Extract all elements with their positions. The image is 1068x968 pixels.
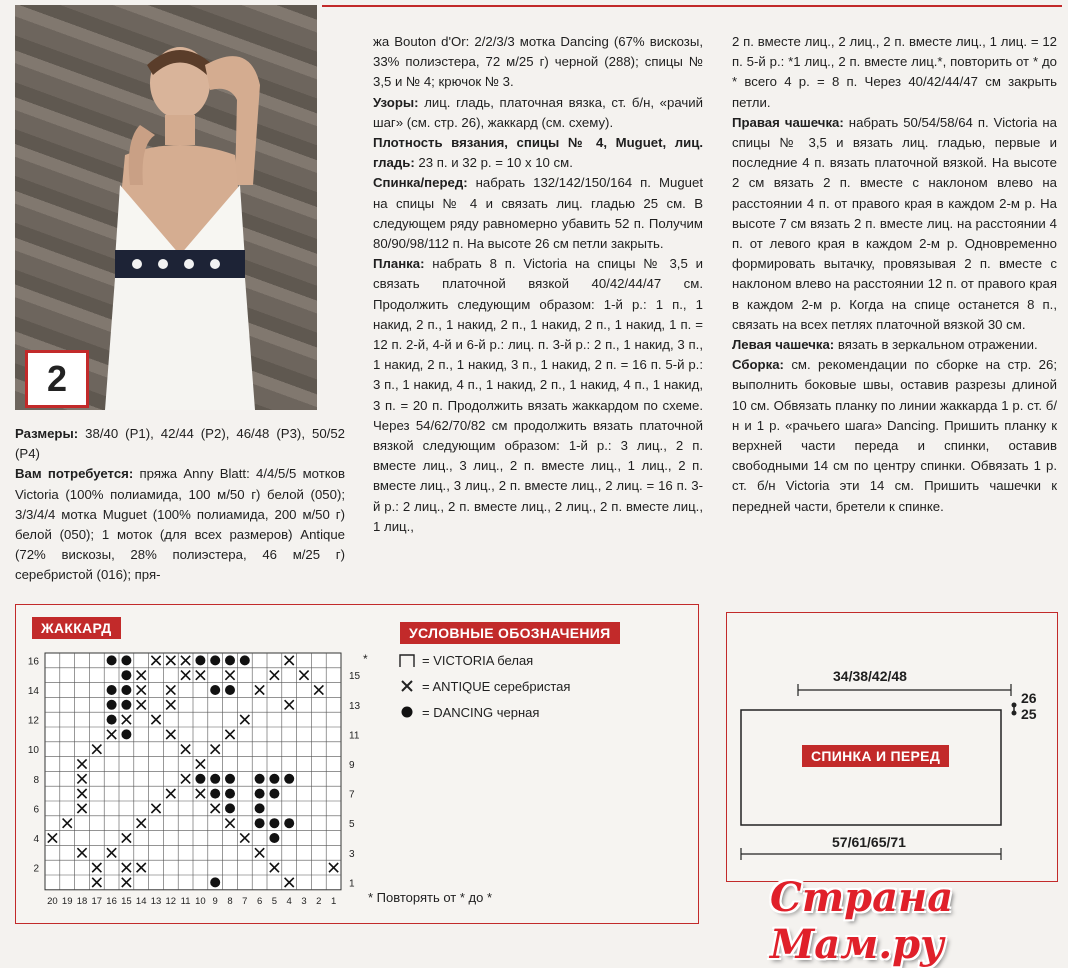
legend-title: УСЛОВНЫЕ ОБОЗНАЧЕНИЯ [400,622,620,644]
height-dimension-top: 26 [1021,690,1037,706]
grid-dot-mark [225,685,235,695]
grid-dot-mark [255,774,265,784]
patterns-label: Узоры: [373,94,419,110]
row-number-left: 14 [27,686,39,697]
text-column-middle [373,32,703,537]
strip-label: Планка: [373,256,425,272]
dot-icon [398,704,416,720]
column-number: 14 [135,895,147,907]
grid-dot-mark [121,685,131,695]
grid-dot-mark [121,729,131,739]
column-number: 13 [150,895,162,907]
grid-dot-mark [121,655,131,665]
row-number-right: 5 [349,819,355,831]
grid-dot-mark [107,700,117,710]
grid-dot-mark [107,715,117,725]
patterns-text: лиц. гладь, платочная вязка, ст. б/н, «рачий шаг» (см. стр. 26), жаккард (см. схему). [373,94,703,130]
back-front-label: СПИНКА И ПЕРЕД [802,745,949,767]
column-number: 17 [91,895,103,907]
grid-dot-mark [210,655,220,665]
bottom-width-dimension: 57/61/65/71 [832,834,906,850]
row-number-right: 3 [349,848,355,860]
grid-dot-mark [210,877,220,887]
column-number: 6 [256,895,263,907]
grid-dot-mark [225,803,235,813]
column-number: 11 [180,895,191,907]
grid-dot-mark [269,789,279,799]
row-number-left: 10 [27,745,39,757]
back-front-label: Спинка/перед: [373,175,468,191]
grid-dot-mark [269,833,279,843]
grid-dot-mark [121,700,131,710]
column-number: 1 [330,895,337,907]
materials-continued: жа Bouton d'Or: 2/2/3/3 мотка Dancing (67% вискозы, 33% полиэстера, 72 м/25 г) черной (288); спицы № 3,5 и № 4; крючок № 3. [373,34,703,90]
top-width-dimension: 34/38/42/48 [833,668,907,684]
grid-dot-mark [284,774,294,784]
column-number: 20 [47,895,58,907]
column-number: 4 [286,895,292,907]
grid-dot-mark [107,655,117,665]
grid-dot-mark [225,774,235,784]
photo-number-badge: 2 [25,350,89,408]
legend-label-victoria: = VICTORIA белая [422,652,534,668]
row-number-left: 16 [27,656,39,668]
column-number: 10 [195,895,206,907]
text-column-left [15,424,345,586]
legend-item-victoria [398,652,533,668]
grid-dot-mark [121,670,131,680]
grid-dot-mark [284,818,294,828]
legend-item-dancing [398,704,539,720]
column-number: 18 [76,895,88,907]
column-number: 8 [227,895,233,907]
density-text: 23 п. и 32 р. = 10 х 10 см. [414,155,573,171]
back-front-text: набрать 132/142/150/164 п. Muguet на спицы № 4 и связать лиц. гладью 25 см. В следующем ряду равномерно убавить 52 п. Получим 80/90/98/112 п. На высоте 26 см петли закрыть. [373,175,703,252]
model-figure [85,45,275,410]
sizes-text: 38/40 (Р1), 42/44 (Р2), 46/48 (Р3), 50/52 (Р4) [15,426,345,462]
empty-cell-icon [398,652,416,668]
column-number: 16 [106,895,117,907]
row-number-right: 15 [349,671,361,683]
grid-dot-mark [255,789,265,799]
grid-dot-mark [210,789,220,799]
grid-dot-mark [210,774,220,784]
cross-icon [398,678,416,694]
text-column-right [732,32,1057,517]
repeat-note: * Повторять от * до * [368,890,493,905]
sizes-label: Размеры: [15,426,79,441]
grid-dot-mark [107,685,117,695]
materials-text: пряжа Anny Blatt: 4/4/5/5 мотков Victoria (100% полиамида, 100 м/50 г) белой (050); 3/3/4/4 мотка Muguet (100% полиамида, 200 м/50 г) белой (050); 1 моток (для всех размеров) Antique (72% вискозы, 28% полиэстера, 46 м/25 г) серебристой (016); пря- [15,466,345,583]
assembly-text: см. рекомендации по сборке на стр. 26; выполнить боковые швы, оставив разрезы длиной 10 см. Обвязать планку по линии жаккарда 1 р. ст. б/н и 1 р. «рачьего шага» Dancing. Пришить планку к верхней части переда и спинки, оставив свободными 14 см по центру спинки. Обвязать 1 р. ст. б/н Victoria эти 14 см. Пришить чашечки к передней части, бретели к спинке. [732,357,1057,514]
row-number-right: 11 [349,730,360,742]
column-number: 9 [212,895,218,907]
density-label: Плотность вязания, спицы № 4, Muguet, лиц. гладь: [373,135,703,171]
column-number: 5 [271,895,278,907]
column-number: 2 [316,895,322,907]
grid-dot-mark [255,818,265,828]
jacquard-title: ЖАККАРД [32,617,121,639]
left-cup-text: вязать в зеркальном отражении. [834,337,1038,353]
site-logo: Страна Мам.ру [770,874,954,968]
top-border [322,5,1062,7]
row-number-left: 4 [33,834,39,845]
row-number-right: 13 [349,700,361,712]
assembly-label: Сборка: [732,357,784,373]
strip-continued: 2 п. вместе лиц., 2 лиц., 2 п. вместе лиц., 1 лиц. = 12 п. 5-й р.: *1 лиц., 2 п. вместе лиц.*, повторить от * до * всего 4 р. = 8 п. Через 40/42/44/47 см закрыть петли. [732,34,1057,110]
left-cup-label: Левая чашечка: [732,337,835,353]
column-number: 19 [61,895,73,907]
height-dimension [1021,690,1037,722]
right-cup-text: набрать 50/54/58/64 п. Victoria на спицы № 3,5 и вязать лиц. гладью, первые и последние 4 п. вязать платочной вязкой. На высоте 2 см вязать 2 п. вместе с наклоном влево на расстоянии 4 п. от правого края в каждом 2-м р. На высоте 7 см вязать 2 п. вместе лиц. на расстоянии 4 п. от левого края в каждом 2-м р. Одновременно формировать вытачку, провязывая 2 п. вместе с наклоном влево на расстоянии 12 п. от правого края в каждом 2-м р. Когда на спице останется 8 п., связать на всех петлях платочной вязкой 30 см. [732,114,1057,332]
row-number-right: 9 [349,760,355,771]
height-dimension-bottom: 25 [1021,706,1037,722]
row-number-left: 12 [27,715,39,727]
grid-dot-mark [269,818,279,828]
column-number: 15 [121,895,132,907]
jacquard-chart [20,645,370,915]
repeat-star: * [363,652,368,666]
grid-dot-mark [269,774,279,784]
grid-dot-mark [225,789,235,799]
materials-label: Вам потребуется: [15,466,134,482]
column-number: 3 [301,895,307,907]
legend-item-antique [398,678,570,694]
grid-dot-mark [255,803,265,813]
legend-label-antique: = ANTIQUE серебристая [422,678,571,694]
grid-dot-mark [195,774,205,784]
row-number-right: 7 [349,789,355,801]
legend-label-dancing: = DANCING черная [422,704,540,720]
right-cup-label: Правая чашечка: [732,114,844,130]
column-number: 12 [165,895,177,907]
row-number-left: 6 [33,804,39,816]
grid-dot-mark [225,655,235,665]
row-number-left: 8 [33,774,39,786]
row-number-right: 1 [349,878,355,890]
grid-dot-mark [210,685,220,695]
grid-dot-mark [195,655,205,665]
column-number: 7 [242,895,248,907]
row-number-left: 2 [33,863,39,875]
grid-dot-mark [240,655,250,665]
strip-text: набрать 8 п. Victoria на спицы № 3,5 и связать платочной вязкой 40/42/44/47 см. Продолжить следующим образом: 1-й р.: 1 п., 1 накид, 2 п., 1 накид, 2 п., 1 накид, 2 п., 1 накид, 1 п. = 12 п. 2-й, 4-й и 6-й р.: лиц. п. 3-й р.: 2 п., 1 накид, 3 п., 1 накид, 2 п., 1 накид, 3 п., 1 накид, 2 п. = 16 п. 5-й р.: 3 п., 1 накид, 4 п., 1 накид, 2 п., 1 накид, 4 п., 1 накид, 3 п. = 20 п. Продолжить вязать жаккардом по схеме. Через 54/62/70/82 см продолжить вязать платочной вязкой следующим образом: 1-й р.: 3 лиц., 2 п. вместе лиц., 3 лиц., 2 п. вместе лиц., 1 лиц., 2 п. вместе лиц., 3 лиц., 2 п. вместе лиц., 2 лиц. = 16 п. 3-й р.: 2 лиц., 2 п. вместе лиц., 2 лиц., 2 п. вместе лиц., 1 лиц., [373,256,703,534]
